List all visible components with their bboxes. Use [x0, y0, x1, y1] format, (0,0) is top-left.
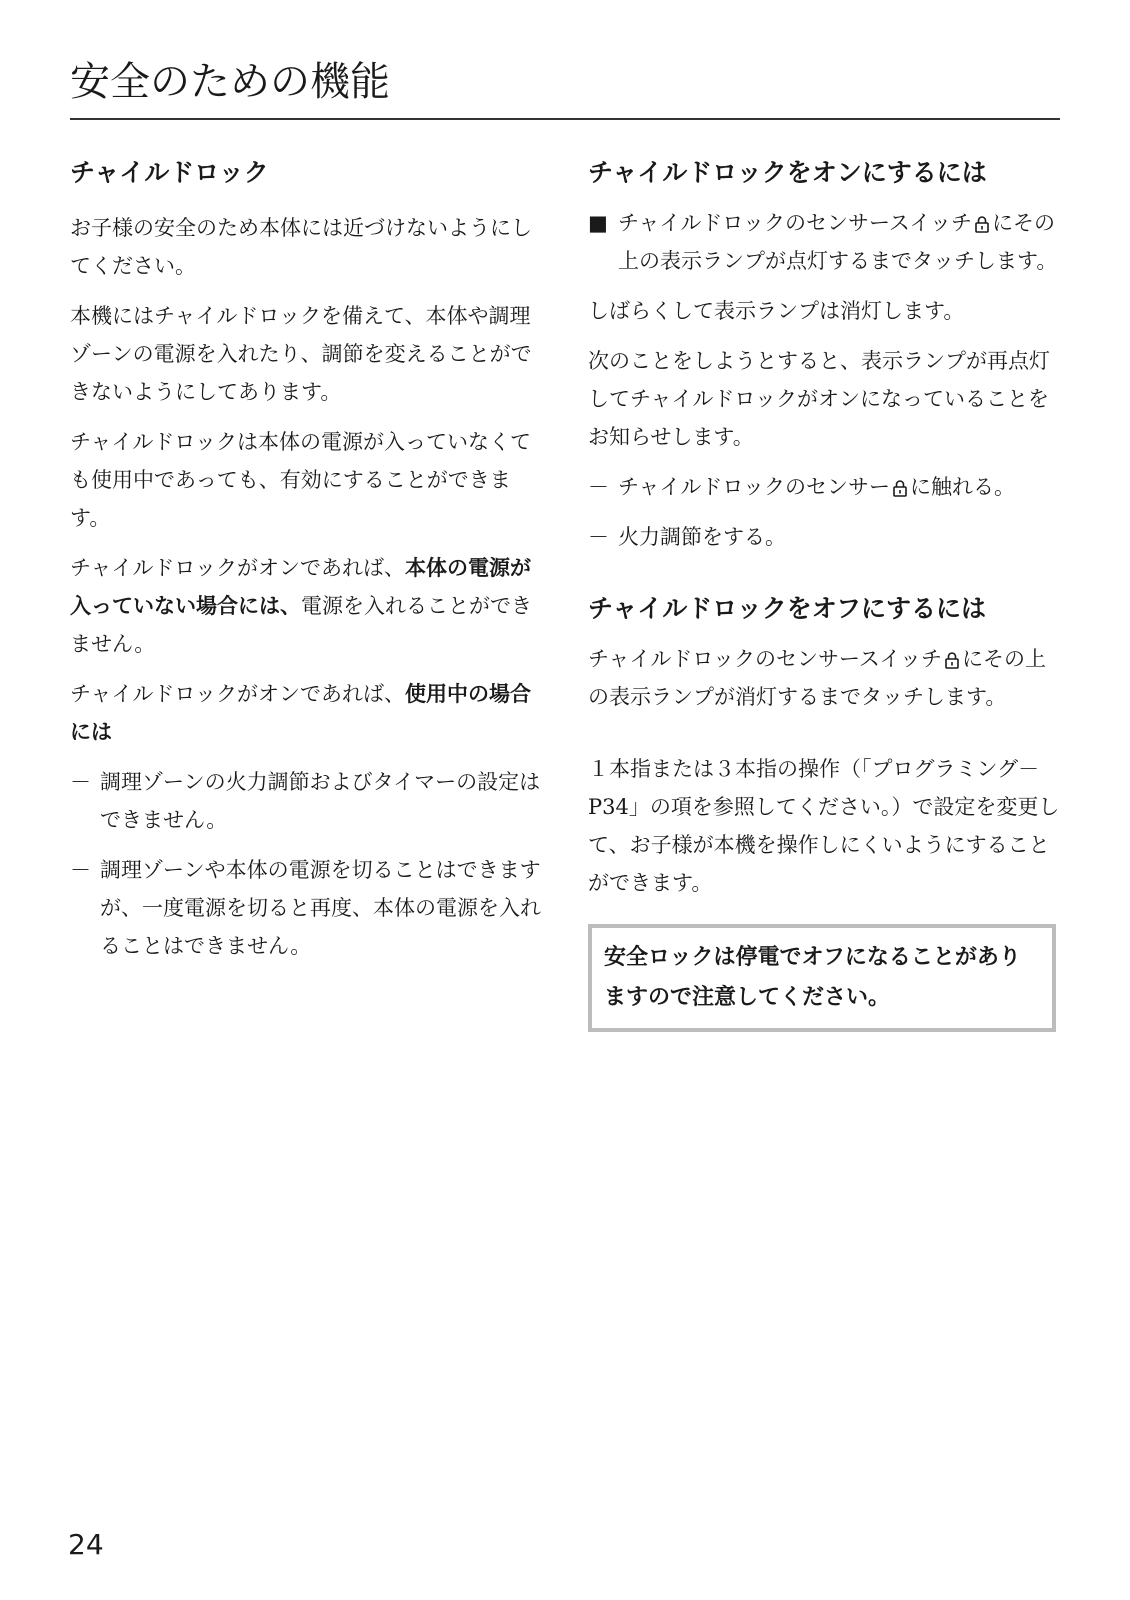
paragraph-programming: １本指または３本指の操作（「プログラミング－P34」の項を参照してください。）で設定を変更して、お子様が本機を操作しにくいようにすることができます。 [588, 757, 1060, 895]
list-item [70, 851, 542, 965]
lock-icon [945, 643, 959, 661]
paragraph-child-lock-availability: チャイルドロックは本体の電源が入っていなくても使用中であっても、有効にすることができます。 [70, 430, 531, 530]
dash-bullet: － [588, 525, 609, 549]
list-item-text: に触れる。 [909, 475, 1015, 499]
text-normal: 電源を入れることができません。 [70, 594, 532, 656]
step-turn-on [588, 204, 1063, 280]
step-text: チャイルドロックのセンサースイッチ [618, 211, 973, 235]
page-number: 24 [68, 1528, 104, 1561]
notice-text: 安全ロックは停電でオフになることがありますので注意してください。 [604, 945, 1021, 1010]
square-bullet: ■ [588, 211, 608, 235]
text-emphasis: 使用中の場合には [70, 682, 531, 744]
list-item [588, 468, 1063, 506]
lock-icon [975, 207, 989, 225]
paragraph-lock-when-off [70, 549, 542, 663]
list-item-text: 調理ゾーンの火力調節およびタイマーの設定はできません。 [100, 770, 541, 832]
list-item-text: チャイルドロックのセンサー [618, 475, 890, 499]
paragraph-turn-off-step [588, 640, 1063, 716]
step-text: にその上の表示ランプが点灯するまでタッチします。 [618, 211, 1058, 273]
section-heading-child-lock: チャイルドロック [70, 158, 269, 187]
right-column [588, 154, 1063, 1032]
section-heading-turn-on: チャイルドロックをオンにするには [588, 158, 987, 187]
list-item [70, 763, 542, 839]
section-heading-turn-off: チャイルドロックをオフにするには [588, 594, 987, 623]
left-column [70, 154, 542, 977]
list-item-text: 調理ゾーンや本体の電源を切ることはできますが、一度電源を切ると再度、本体の電源を入れることはできません。 [100, 858, 541, 958]
dash-bullet: － [70, 858, 91, 882]
page-title: 安全のための機能 [70, 52, 1060, 120]
paragraph-child-lock-purpose: 本機にはチャイルドロックを備えて、本体や調理ゾーンの電源を入れたり、調節を変えることができないようにしてあります。 [70, 304, 532, 404]
step-text: にその上の表示ランプが消灯するまでタッチします。 [588, 647, 1047, 709]
dash-bullet: － [588, 475, 609, 499]
paragraph-lock-when-in-use [70, 675, 542, 751]
list-item [588, 518, 1063, 556]
lock-icon [893, 471, 907, 489]
paragraph-lamp-relights: 次のことをしようとすると、表示ランプが再点灯してチャイルドロックがオンになっていることをお知らせします。 [588, 349, 1050, 449]
text-normal: チャイルドロックがオンであれば、 [70, 682, 405, 706]
dash-bullet: － [70, 770, 91, 794]
paragraph-lamp-off: しばらくして表示ランプは消灯します。 [588, 299, 965, 323]
paragraph-keep-children-away: お子様の安全のため本体には近づけないようにしてください。 [70, 216, 532, 278]
text-normal: チャイルドロックがオンであれば、 [70, 556, 405, 580]
text-emphasis: 本体の電源が入っていない場合には、 [70, 556, 531, 618]
step-text: チャイルドロックのセンサースイッチ [588, 647, 943, 671]
list-item-text: 火力調節をする。 [618, 525, 786, 549]
notice-box [588, 924, 1056, 1032]
